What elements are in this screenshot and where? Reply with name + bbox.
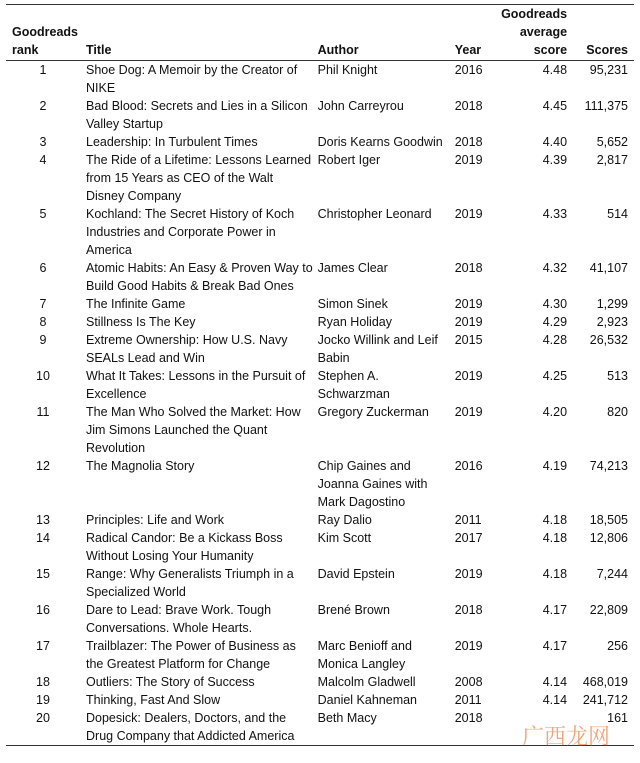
year-cell: 2008 [454, 675, 483, 689]
title-cell: Radical Candor: Be a Kickass Boss Without Losing Your Humanity [86, 531, 283, 563]
year-cell: 2018 [454, 135, 483, 149]
rank-cell: 4 [39, 153, 47, 167]
table-row [6, 295, 634, 313]
author-cell: Malcolm Gladwell [317, 675, 416, 689]
table-row [6, 457, 634, 511]
average-score-cell: 4.14 [542, 693, 568, 707]
table-row [6, 205, 634, 259]
scores-cell: 18,505 [589, 513, 628, 527]
scores-cell: 241,712 [582, 693, 628, 707]
author-cell: Kim Scott [317, 531, 372, 545]
author-cell: Doris Kearns Goodwin [317, 135, 443, 149]
year-cell: 2019 [454, 639, 483, 653]
author-cell: Ryan Holiday [317, 315, 392, 329]
header-author: Author [316, 5, 453, 61]
scores-cell: 2,817 [596, 153, 628, 167]
average-score-cell: 4.18 [542, 513, 568, 527]
table-row [6, 331, 634, 367]
table-body [6, 61, 634, 746]
table-row [6, 313, 634, 331]
average-score-cell: 4.17 [542, 603, 568, 617]
header-title: Title [80, 5, 316, 61]
rank-cell: 18 [36, 675, 50, 689]
year-cell: 2019 [454, 207, 483, 221]
year-cell: 2019 [454, 369, 483, 383]
author-cell: Stephen A. Schwarzman [317, 369, 390, 401]
rank-cell: 11 [36, 405, 50, 419]
author-cell: Gregory Zuckerman [317, 405, 429, 419]
rank-cell: 15 [36, 567, 50, 581]
table-row [6, 673, 634, 691]
average-score-cell: 4.48 [542, 63, 568, 77]
author-cell: Beth Macy [316, 709, 453, 746]
author-cell: James Clear [317, 261, 388, 275]
rank-cell: 10 [36, 369, 50, 383]
year-cell: 2018 [454, 603, 483, 617]
rank-cell: 6 [39, 261, 47, 275]
average-score-cell: 4.39 [542, 153, 568, 167]
header-scores: Scores [571, 5, 634, 61]
average-score-cell: 4.30 [542, 297, 568, 311]
author-cell: Ray Dalio [317, 513, 372, 527]
rank-cell: 17 [36, 639, 50, 653]
scores-cell: 468,019 [582, 675, 628, 689]
title-cell: Bad Blood: Secrets and Lies in a Silicon Valley Startup [86, 99, 308, 131]
year-cell: 2018 [453, 709, 499, 746]
title-cell: Kochland: The Secret History of Koch Industries and Corporate Power in America [86, 207, 295, 257]
table-row [6, 61, 634, 98]
title-cell: The Infinite Game [86, 297, 186, 311]
title-cell: Extreme Ownership: How U.S. Navy SEALs Lead and Win [86, 333, 288, 365]
rank-cell: 20 [6, 709, 80, 746]
rank-cell: 12 [36, 459, 50, 473]
rank-cell: 8 [39, 315, 47, 329]
scores-cell: 1,299 [596, 297, 628, 311]
title-cell: Stillness Is The Key [86, 315, 196, 329]
year-cell: 2011 [454, 693, 482, 707]
rank-cell: 1 [39, 63, 47, 77]
scores-cell: 111,375 [584, 99, 628, 113]
average-score-cell: 4.18 [542, 531, 568, 545]
average-score-cell: 4.29 [542, 315, 568, 329]
rank-cell: 3 [39, 135, 47, 149]
year-cell: 2016 [454, 63, 483, 77]
year-cell: 2011 [454, 513, 482, 527]
watermark-logo: 广西龙网 [521, 725, 610, 750]
table-row [6, 601, 634, 637]
scores-cell: 5,652 [596, 135, 628, 149]
year-cell: 2017 [454, 531, 483, 545]
average-score-cell: 4.32 [542, 261, 568, 275]
rank-cell: 9 [39, 333, 47, 347]
title-cell: Shoe Dog: A Memoir by the Creator of NIKE [86, 63, 298, 95]
scores-cell: 514 [607, 207, 628, 221]
average-score-cell: 4.18 [542, 567, 568, 581]
title-cell: Leadership: In Turbulent Times [86, 135, 258, 149]
table-row [6, 691, 634, 709]
author-cell: Simon Sinek [317, 297, 388, 311]
average-score-cell: 4.20 [542, 405, 568, 419]
average-score-cell: 4.17 [542, 639, 568, 653]
author-cell: Marc Benioff and Monica Langley [317, 639, 412, 671]
author-cell: Jocko Willink and Leif Babin [317, 333, 438, 365]
year-cell: 2018 [454, 261, 483, 275]
average-score-cell: 4.28 [542, 333, 568, 347]
table-row [6, 403, 634, 457]
average-score-cell: 4.33 [542, 207, 568, 221]
author-cell: Brené Brown [317, 603, 390, 617]
year-cell: 2016 [454, 459, 483, 473]
average-score-cell: 4.14 [542, 675, 568, 689]
average-score-cell: 4.25 [542, 369, 568, 383]
average-score-cell: 4.19 [542, 459, 568, 473]
table-row [6, 97, 634, 133]
year-cell: 2018 [454, 99, 483, 113]
table-row [6, 511, 634, 529]
author-cell: David Epstein [317, 567, 395, 581]
scores-cell: 74,213 [589, 459, 628, 473]
title-cell: Atomic Habits: An Easy & Proven Way to Build Good Habits & Break Bad Ones [86, 261, 313, 293]
author-cell: John Carreyrou [317, 99, 404, 113]
header-year: Year [453, 5, 499, 61]
author-cell: Robert Iger [317, 153, 381, 167]
scores-cell: 161 [571, 709, 634, 746]
average-score-cell: 4.40 [542, 135, 568, 149]
table-row [6, 259, 634, 295]
author-cell: Daniel Kahneman [317, 693, 418, 707]
author-cell: Christopher Leonard [317, 207, 432, 221]
table-row [6, 133, 634, 151]
year-cell: 2019 [454, 153, 483, 167]
scores-cell: 2,923 [596, 315, 628, 329]
title-cell: Dopesick: Dealers, Doctors, and the Drug Company that Addicted America [80, 709, 316, 746]
rank-cell: 5 [39, 207, 47, 221]
title-cell: The Ride of a Lifetime: Lessons Learned from 15 Years as CEO of the Walt Disney Company [86, 153, 312, 203]
table-row [6, 151, 634, 205]
average-score-cell: 4.45 [542, 99, 568, 113]
title-cell: The Magnolia Story [86, 459, 195, 473]
title-cell: What It Takes: Lessons in the Pursuit of Excellence [86, 369, 306, 401]
title-cell: Thinking, Fast And Slow [86, 693, 221, 707]
year-cell: 2019 [454, 297, 483, 311]
title-cell: Trailblazer: The Power of Business as the Greatest Platform for Change [86, 639, 296, 671]
scores-cell: 513 [607, 369, 628, 383]
scores-cell: 26,532 [589, 333, 628, 347]
table-row [6, 529, 634, 565]
table-row [6, 637, 634, 673]
rank-cell: 16 [36, 603, 50, 617]
rank-cell: 7 [39, 297, 47, 311]
header-row [6, 5, 634, 61]
scores-cell: 820 [607, 405, 628, 419]
year-cell: 2015 [454, 333, 483, 347]
scores-cell: 12,806 [589, 531, 628, 545]
author-cell: Chip Gaines and Joanna Gaines with Mark Dagostino [317, 459, 428, 509]
year-cell: 2019 [454, 405, 483, 419]
scores-cell: 95,231 [589, 63, 628, 77]
header-rank: Goodreads rank [6, 5, 80, 61]
title-cell: The Man Who Solved the Market: How Jim Simons Launched the Quant Revolution [86, 405, 301, 455]
year-cell: 2019 [454, 315, 483, 329]
title-cell: Range: Why Generalists Triumph in a Specialized World [86, 567, 294, 599]
rank-cell: 14 [36, 531, 50, 545]
scores-cell: 7,244 [596, 567, 628, 581]
rank-cell: 13 [36, 513, 50, 527]
scores-cell: 256 [607, 639, 628, 653]
author-cell: Phil Knight [317, 63, 378, 77]
title-cell: Outliers: The Story of Success [86, 675, 255, 689]
table-row [6, 367, 634, 403]
year-cell: 2019 [454, 567, 483, 581]
scores-cell: 22,809 [589, 603, 628, 617]
books-table [6, 4, 634, 746]
rank-cell: 19 [36, 693, 50, 707]
scores-cell: 41,107 [589, 261, 628, 275]
title-cell: Principles: Life and Work [86, 513, 225, 527]
header-average-score: Goodreads average score [499, 5, 571, 61]
table-row [6, 565, 634, 601]
rank-cell: 2 [39, 99, 47, 113]
title-cell: Dare to Lead: Brave Work. Tough Conversations. Whole Hearts. [86, 603, 272, 635]
